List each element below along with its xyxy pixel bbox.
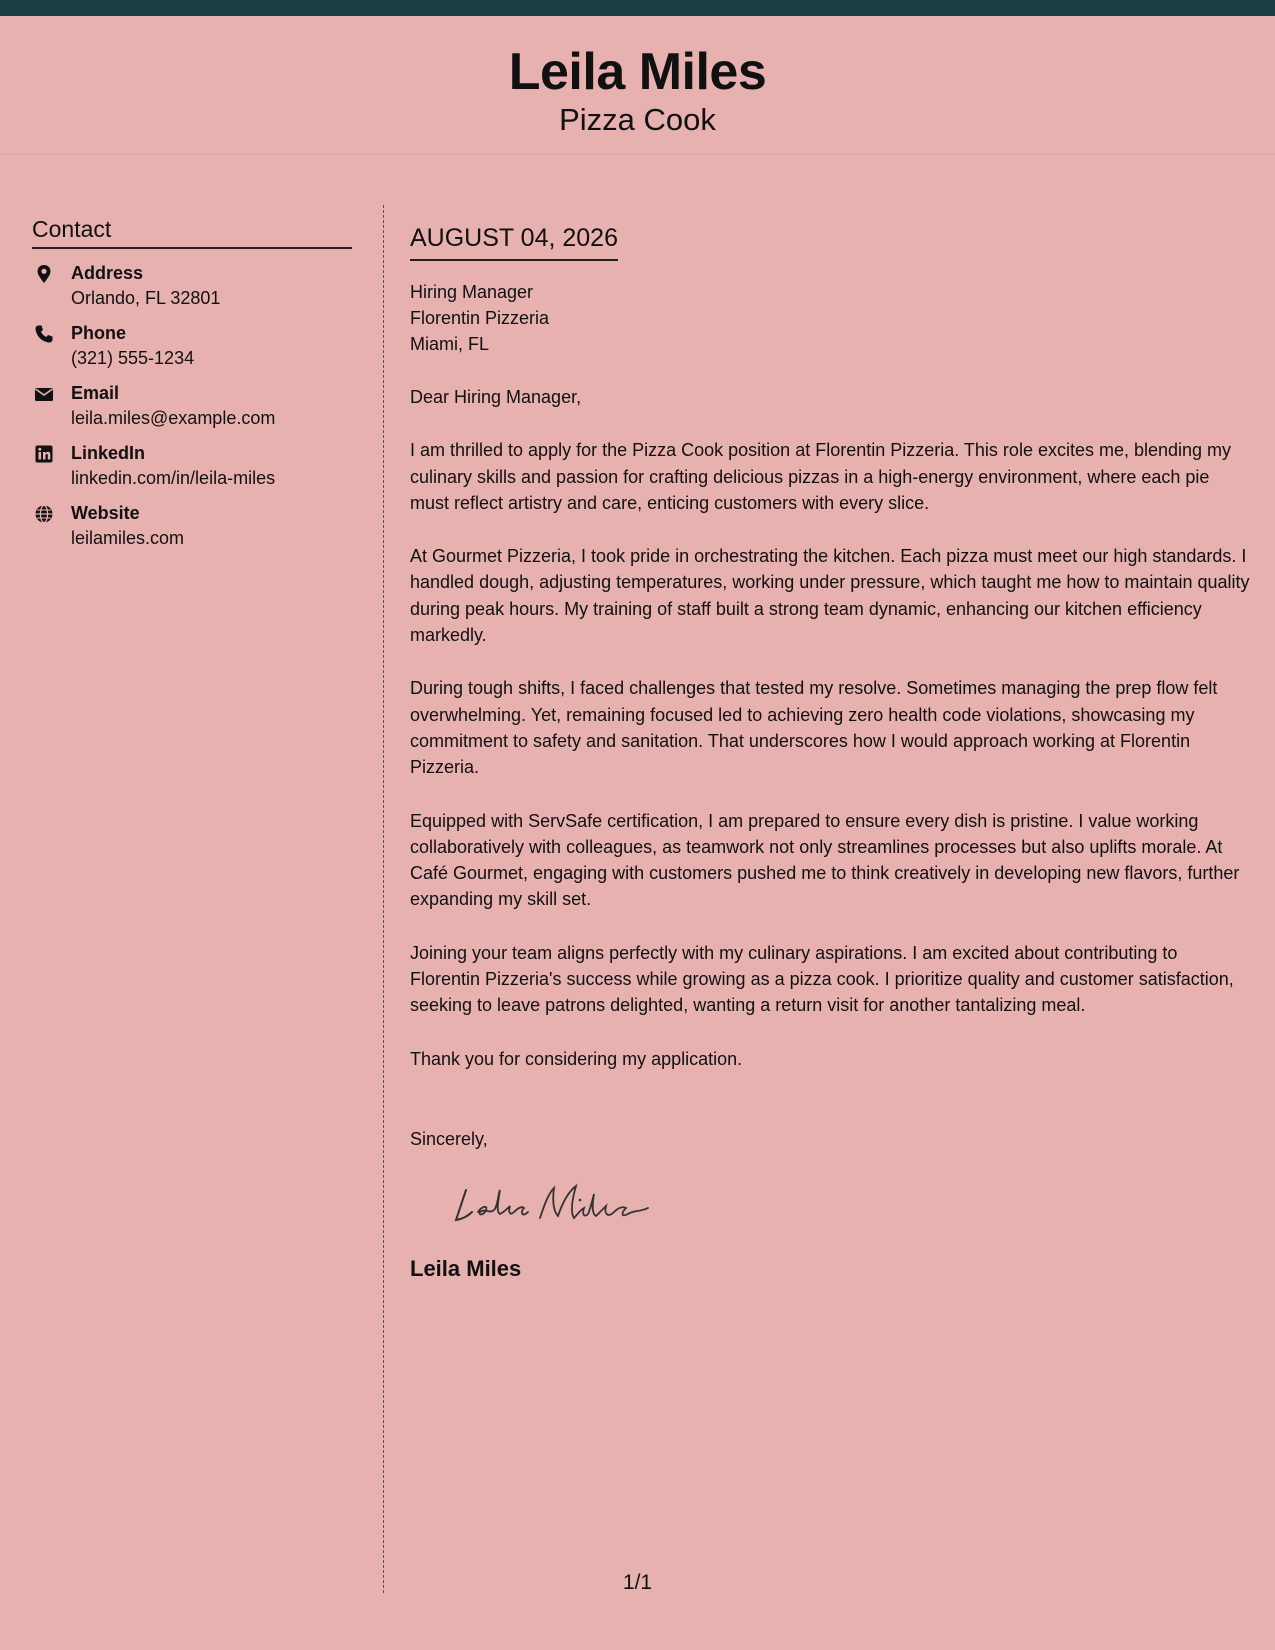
signer-name: Leila Miles bbox=[410, 1255, 522, 1281]
body-paragraph: Joining your team aligns perfectly with my culinary aspirations. I am excited about contributing to Florentin Pizzeria's success while growing as a pizza cook. I prioritize quality and customer satisfaction, seeking to leave patrons delighted, wanting a return visit for another tantalizing meal. bbox=[410, 942, 1234, 1016]
page-indicator: 1/1 bbox=[622, 1571, 653, 1594]
contact-value: (321) 555-1234 bbox=[71, 348, 195, 368]
contact-label: Address bbox=[71, 263, 144, 283]
contact-sidebar bbox=[32, 214, 352, 551]
contact-label: Email bbox=[71, 383, 120, 403]
recipient-line: Miami, FL bbox=[410, 334, 490, 354]
salutation: Dear Hiring Manager, bbox=[410, 387, 582, 407]
top-accent-bar bbox=[0, 0, 1275, 16]
contact-item-address bbox=[32, 261, 352, 311]
recipient-line: Hiring Manager bbox=[410, 282, 534, 302]
body-paragraph: Equipped with ServSafe certification, I am prepared to ensure every dish is pristine. I value working collaboratively with colleagues, as teamwork not only streamlines processes but also uplifts morale. At Café Gourmet, engaging with customers pushed me to think creatively in developing new flavors, further expanding my skill set. bbox=[410, 810, 1240, 910]
contact-label: Website bbox=[71, 503, 140, 523]
recipient-block bbox=[410, 279, 1250, 357]
recipient-line: Florentin Pizzeria bbox=[410, 308, 550, 328]
phone-icon bbox=[34, 324, 54, 344]
contact-label: LinkedIn bbox=[71, 443, 146, 463]
body-paragraph: Thank you for considering my application. bbox=[410, 1048, 743, 1069]
page-header bbox=[0, 16, 1275, 154]
contact-value: leilamiles.com bbox=[71, 528, 185, 548]
column-divider bbox=[383, 205, 384, 1593]
header-divider bbox=[0, 154, 1275, 155]
closing: Sincerely, bbox=[410, 1128, 488, 1149]
letter-body bbox=[410, 222, 1250, 1283]
linkedin-icon bbox=[34, 444, 54, 464]
contact-value: leila.miles@example.com bbox=[71, 408, 276, 428]
body-paragraph: During tough shifts, I faced challenges that tested my resolve. Sometimes managing the prep flow felt overwhelming. Yet, remaining focused led to achieving zero health code violations, showcasing my commitment to safety and sanitation. That underscores how I would approach working at Florentin Pizzeria. bbox=[410, 678, 1218, 778]
contact-item-website bbox=[32, 501, 352, 551]
body-paragraph: I am thrilled to apply for the Pizza Cook position at Florentin Pizzeria. This role excites me, blending my culinary skills and passion for crafting delicious pizzas in a high-energy environment, where each pie must reflect artistry and care, enticing customers with every slice. bbox=[410, 440, 1232, 513]
globe-icon bbox=[34, 504, 54, 524]
handwritten-signature bbox=[448, 1172, 658, 1232]
contact-label: Phone bbox=[71, 323, 127, 343]
letter-date: AUGUST 04, 2026 bbox=[410, 222, 618, 261]
contact-item-phone bbox=[32, 321, 352, 371]
contact-value: linkedin.com/in/leila-miles bbox=[71, 468, 276, 488]
applicant-role: Pizza Cook bbox=[559, 102, 716, 137]
body-paragraph: At Gourmet Pizzeria, I took pride in orchestrating the kitchen. Each pizza must meet our high standards. I handled dough, adjusting temperatures, working under pressure, which taught me how to maintain quality during peak hours. My training of staff built a strong team dynamic, enhancing our kitchen efficiency markedly. bbox=[410, 546, 1250, 646]
applicant-name: Leila Miles bbox=[508, 43, 767, 101]
contact-heading: Contact bbox=[32, 214, 352, 249]
contact-item-linkedin bbox=[32, 441, 352, 491]
contact-value: Orlando, FL 32801 bbox=[71, 288, 221, 308]
envelope-icon bbox=[34, 384, 54, 404]
map-pin-icon bbox=[34, 264, 54, 284]
contact-item-email bbox=[32, 381, 352, 431]
